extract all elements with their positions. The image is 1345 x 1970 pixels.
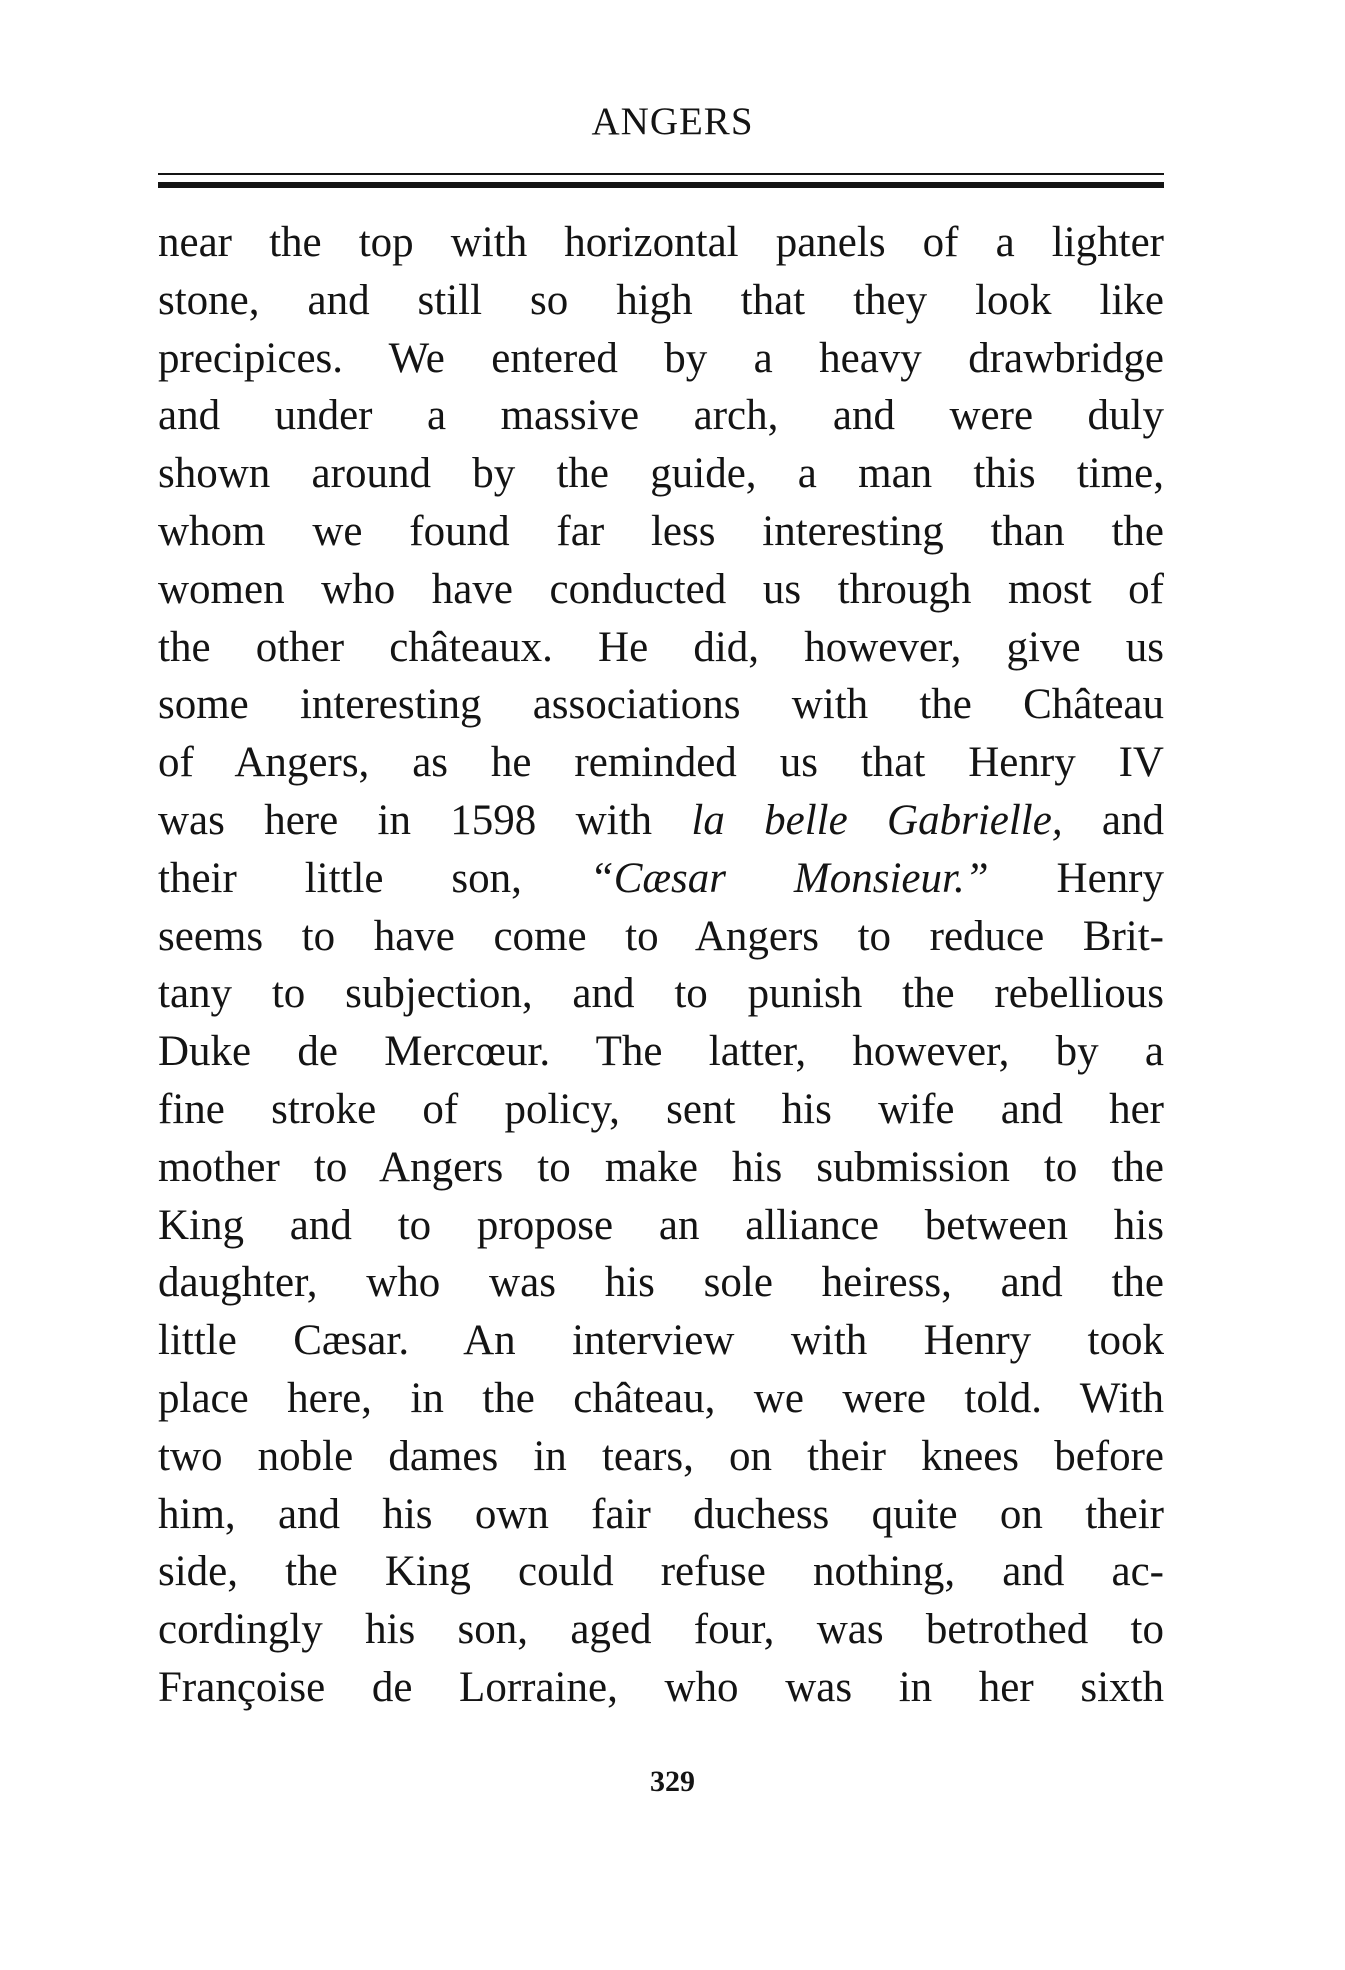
header-rule-thin	[158, 173, 1164, 175]
text-line	[158, 850, 1164, 908]
header-rule-thick	[158, 182, 1164, 188]
text-line	[158, 792, 1164, 850]
text-line: King and to propose an alliance between his	[158, 1201, 1164, 1249]
text-line: near the top with horizontal panels of a lighter	[158, 219, 1164, 266]
text-line: seems to have come to Angers to reduce Brit-	[158, 912, 1164, 960]
text-line: little Cæsar. An interview with Henry took	[158, 1317, 1164, 1365]
text-line: Duke de Mercœur. The latter, however, by a	[158, 1028, 1164, 1076]
text-line: stone, and still so high that they look like	[158, 276, 1164, 324]
text-line: whom we found far less interesting than the	[158, 507, 1164, 555]
text-line: daughter, who was his sole heiress, and the	[158, 1259, 1164, 1307]
text-line: and under a massive arch, and were duly	[158, 392, 1164, 440]
text-line: tany to subjection, and to punish the rebellious	[158, 970, 1164, 1018]
italic-phrase: la belle Gabrielle,	[691, 796, 1063, 844]
text-line: place here, in the château, we were told. With	[158, 1374, 1164, 1422]
text-line: two noble dames in tears, on their knees before	[158, 1432, 1164, 1480]
body-text	[158, 214, 1164, 1717]
running-head: ANGERS	[591, 100, 754, 143]
text-line: some interesting associations with the Château	[158, 681, 1164, 729]
text-roman: was here in 1598 with	[158, 796, 692, 844]
text-line: side, the King could refuse nothing, and ac-	[158, 1548, 1164, 1596]
text-line: women who have conducted us through most of	[158, 565, 1164, 613]
text-line: of Angers, as he reminded us that Henry IV	[158, 739, 1164, 787]
text-line: mother to Angers to make his submission to the	[158, 1143, 1164, 1191]
text-line: the other châteaux. He did, however, give us	[158, 623, 1164, 671]
page-number: 329	[650, 1765, 695, 1798]
text-roman: Henry	[988, 854, 1164, 902]
text-roman: their little son,	[158, 854, 590, 902]
text-line: precipices. We entered by a heavy drawbridge	[158, 334, 1164, 382]
text-line: cordingly his son, aged four, was betrothed to	[158, 1606, 1164, 1654]
italic-phrase: “Cæsar Monsieur.”	[589, 854, 989, 902]
text-line: him, and his own fair duchess quite on their	[158, 1490, 1164, 1538]
text-line: shown around by the guide, a man this time,	[158, 450, 1164, 498]
text-roman: and	[1062, 796, 1164, 844]
text-line: fine stroke of policy, sent his wife and her	[158, 1085, 1164, 1133]
text-line: Françoise de Lorraine, who was in her sixth	[158, 1663, 1164, 1711]
